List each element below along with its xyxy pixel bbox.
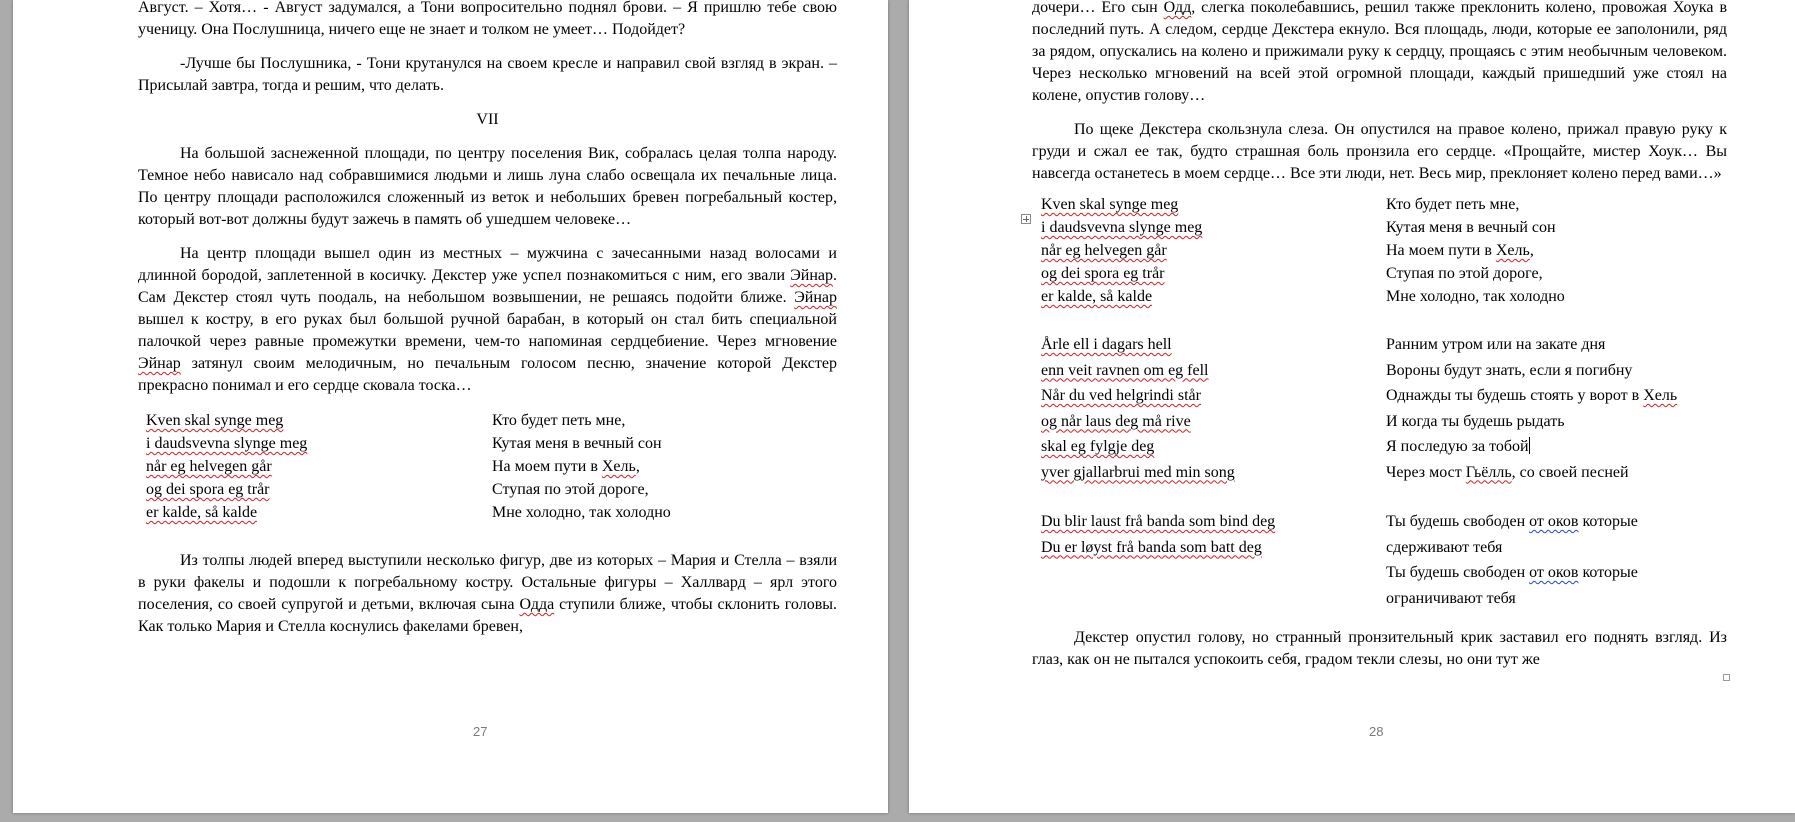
stanza (1041, 193, 1386, 308)
poem-line[interactable]: Вороны будут знать, если я погибну (1386, 361, 1633, 379)
poem-line[interactable] (1041, 460, 1386, 486)
page-number: 27 (473, 724, 488, 739)
text-run: Из толпы людей вперед выступили несколько фигур, две из которых – Мария и Стелла – взяли в руки факелы и подошли к погребальному костру. Остальные фигуры – Халлвард – ярл этого поселения, со своей супругой и детьми, включая сына (138, 552, 837, 613)
poem-line[interactable]: сдерживают тебя (1386, 538, 1503, 556)
table-resize-handle-icon[interactable] (1723, 674, 1730, 681)
spellcheck-word: Хель (601, 458, 636, 475)
paragraph[interactable]: На большой заснеженной площади, по центру поселения Вик, собралась целая толпа народу. Темное небо нависало над собравшимися людьми и лишь луна слабо освещала их печальные лица. По центру площади расположился сложенный из веток и небольших бревен погребальный костер, который вот-вот должны будут зажечь в память об ушедшем человеке… (138, 145, 837, 228)
text-run: ступили ближе, чтобы склонить головы. Как только Мария и Стелла коснулись факелами бревен, (138, 596, 837, 635)
text-run: затянул своим мелодичным, но печальным голосом песню, значение которой Декстер прекрасно понимал и его сердце сковала тоска… (138, 355, 837, 394)
spellcheck-word: Kven skal synge meg (1041, 196, 1179, 213)
poem-line[interactable] (1386, 239, 1727, 262)
page-28-body[interactable] (1032, 0, 1727, 683)
poem-line[interactable] (1041, 239, 1386, 262)
poem-line[interactable] (1041, 332, 1386, 358)
page-27[interactable] (13, 0, 888, 813)
page-28[interactable] (909, 0, 1795, 813)
poem-original-column (1041, 193, 1386, 611)
poem-line[interactable] (146, 409, 492, 432)
stanza (1386, 332, 1727, 485)
text-run: которые (1578, 564, 1638, 581)
poem-line[interactable]: Ступая по этой дороге, (492, 481, 649, 498)
spellcheck-word[interactable]: Эйнар (790, 267, 833, 284)
poem-line[interactable]: Ранним утром или на закате дня (1386, 336, 1606, 353)
spellcheck-word: enn veit ravnen om eg fell (1041, 361, 1209, 379)
poem-line[interactable] (1041, 535, 1386, 561)
poem-line[interactable] (1041, 409, 1386, 435)
text-run: вышел к костру, в его руках был большой ручной барабан, в который он стал бить специальной палочкой через равные промежутки времени, чем-то напоминая сердцебиение. Через мгновение (138, 311, 837, 350)
text-run: Через мост (1386, 463, 1466, 481)
poem-line[interactable] (1041, 285, 1386, 308)
poem-line[interactable] (146, 478, 492, 501)
stanza (1386, 193, 1727, 308)
table-move-handle-icon[interactable] (1021, 214, 1031, 224)
spellcheck-word: er kalde, så kalde (1041, 288, 1153, 305)
poem-translation-column (1386, 193, 1727, 611)
poem-line[interactable] (1041, 193, 1386, 216)
spellcheck-word: i daudsvevna slynge meg (146, 435, 308, 452)
poem-line[interactable] (1386, 383, 1727, 409)
paragraph[interactable]: По щеке Декстера скользнула слеза. Он опустился на правое колено, прижал правую руку к груди и сжал ее так, будто страшная боль пронзила его сердце. «Прощайте, мистер Хоук… Вы навсегда останетесь в моем сердце… Все эти люди, нет. Весь мир, преклоняет колено перед вами…» (1032, 121, 1727, 182)
stanza (1386, 509, 1727, 611)
paragraph[interactable] (138, 243, 837, 397)
text-run: , со своей песней (1511, 463, 1629, 481)
text-run: , (635, 458, 640, 475)
spellcheck-word: Гьёлль (1465, 463, 1512, 481)
poem-line[interactable] (1386, 509, 1727, 535)
text-cursor (1529, 437, 1530, 454)
poem-line[interactable]: Кутая меня в вечный сон (492, 435, 662, 452)
poem-line[interactable] (1041, 358, 1386, 384)
text-run: Однажды ты будешь стоять у ворот в (1386, 387, 1644, 404)
stanza (1041, 509, 1386, 560)
text-run: которые (1578, 513, 1638, 530)
poem-line[interactable] (1386, 434, 1727, 460)
spellcheck-word: når eg helvegen går (1041, 242, 1167, 259)
chapter-heading[interactable]: VII (476, 111, 499, 128)
poem-line[interactable] (1041, 509, 1386, 535)
poem-line[interactable]: Кто будет петь мне, (492, 412, 626, 429)
paragraph[interactable]: Декстер опустил голову, но странный пронзительный крик заставил его поднять взгляд. Из глаз, как он не пытался успокоить себя, градом текли слезы, но они тут же (1032, 629, 1727, 668)
poem-original-column (146, 409, 492, 524)
spellcheck-word: Du er løyst frå banda som batt deg (1041, 538, 1262, 556)
poem-line[interactable] (146, 455, 492, 478)
spellcheck-word[interactable]: Одд (1163, 0, 1192, 16)
page-number: 28 (1369, 724, 1384, 739)
spellcheck-word: og dei spora eg trår (146, 481, 270, 498)
spellcheck-word: Årle ell i dagars hell (1041, 336, 1172, 353)
grammar-word: от оков (1529, 564, 1579, 581)
text-run: . Сам Декстер стоял чуть поодаль, на небольшом возвышении, не решаясь подойти ближе. (138, 267, 837, 306)
spellcheck-word: og dei spora eg trår (1041, 265, 1165, 282)
spellcheck-word: Хель (1643, 387, 1678, 404)
text-run: Ты будешь свободен (1386, 513, 1530, 530)
page-27-body[interactable] (138, 0, 837, 650)
poem-line[interactable] (1386, 460, 1727, 486)
text-run: На моем пути в (492, 458, 602, 475)
poem-line[interactable]: И когда ты будешь рыдать (1386, 412, 1565, 430)
spellcheck-word[interactable]: Одда (519, 596, 555, 613)
poem-line[interactable] (1041, 383, 1386, 409)
spellcheck-word[interactable]: Эйнар (794, 289, 837, 306)
spellcheck-word: er kalde, så kalde (146, 504, 258, 521)
text-run: На центр площади вышел один из местных – мужчина с зачесанными назад волосами и длинной бородой, заплетенной в косичку. Декстер уже успел познакомиться с ним, его звали (138, 245, 837, 284)
text-run: На моем пути в (1386, 242, 1496, 259)
poem-line[interactable] (1041, 262, 1386, 285)
poem-line[interactable]: Мне холодно, так холодно (492, 504, 671, 521)
poem-table[interactable] (1032, 193, 1727, 611)
poem-line[interactable] (1041, 434, 1386, 460)
poem-line[interactable]: Ступая по этой дороге, (1386, 265, 1543, 282)
stanza (146, 409, 492, 524)
poem-translation-column (492, 409, 837, 524)
spellcheck-word: og når laus deg må rive (1041, 412, 1191, 430)
spellcheck-word: i daudsvevna slynge meg (1041, 219, 1203, 236)
paragraph[interactable] (138, 550, 837, 638)
paragraph[interactable]: -Лучше бы Послушника, - Тони крутанулся на своем кресле и направил свой взгляд в экран. – Присылай завтра, тогда и решим, что делать. (138, 55, 837, 94)
poem-line[interactable]: ограничивают тебя (1386, 589, 1516, 607)
poem-line[interactable] (492, 455, 837, 478)
poem-line[interactable]: Кто будет петь мне, (1386, 196, 1520, 213)
poem-line[interactable] (146, 501, 492, 524)
poem-line[interactable] (1386, 560, 1727, 586)
spellcheck-word[interactable]: Эйнар (138, 355, 181, 372)
text-run: дочери… Его сын (1032, 0, 1164, 16)
poem-line[interactable]: Мне холодно, так холодно (1386, 288, 1565, 305)
spellcheck-word: Kven skal synge meg (146, 412, 284, 429)
text-run: Я последую за тобой (1386, 438, 1529, 455)
spellcheck-word: Når du ved helgrindi står (1041, 387, 1201, 404)
grammar-word: от оков (1529, 513, 1579, 530)
poem-line[interactable]: Кутая меня в вечный сон (1386, 219, 1556, 236)
stanza (492, 409, 837, 524)
stanza (1041, 332, 1386, 485)
spellcheck-word: Хель (1495, 242, 1530, 259)
poem-line[interactable] (146, 432, 492, 455)
spellcheck-word: skal eg fylgje deg (1041, 438, 1155, 455)
poem-line[interactable] (1041, 216, 1386, 239)
spellcheck-word: yver gjallarbrui med min song (1041, 463, 1235, 481)
text-run: , слегка поколебавшись, решил также преклонить колено, провожая Хоука в последний путь. А следом, сердце Декстера екнуло. Вся площадь, люди, которые ее заполонили, ряд за рядом, опускались на колено и прижимали руку к сердцу, прощаясь с этим необычным человеком. Через несколько мгновений на всей этой огромной площади, каждый пришедший уже стоял на колене, опустив голову… (1032, 0, 1727, 104)
text-run: Ты будешь свободен (1386, 564, 1530, 581)
paragraph[interactable] (1032, 0, 1727, 107)
spellcheck-word: når eg helvegen går (146, 458, 272, 475)
paragraph[interactable]: Август. – Хотя… - Август задумался, а Тони вопросительно поднял брови. – Я пришлю тебе свою ученицу. Она Послушница, ничего еще не знает и толком не умеет… Подойдет? (138, 0, 837, 38)
text-run: , (1529, 242, 1534, 259)
poem-table[interactable] (138, 409, 837, 524)
spellcheck-word: Du blir laust frå banda som bind deg (1041, 513, 1276, 530)
